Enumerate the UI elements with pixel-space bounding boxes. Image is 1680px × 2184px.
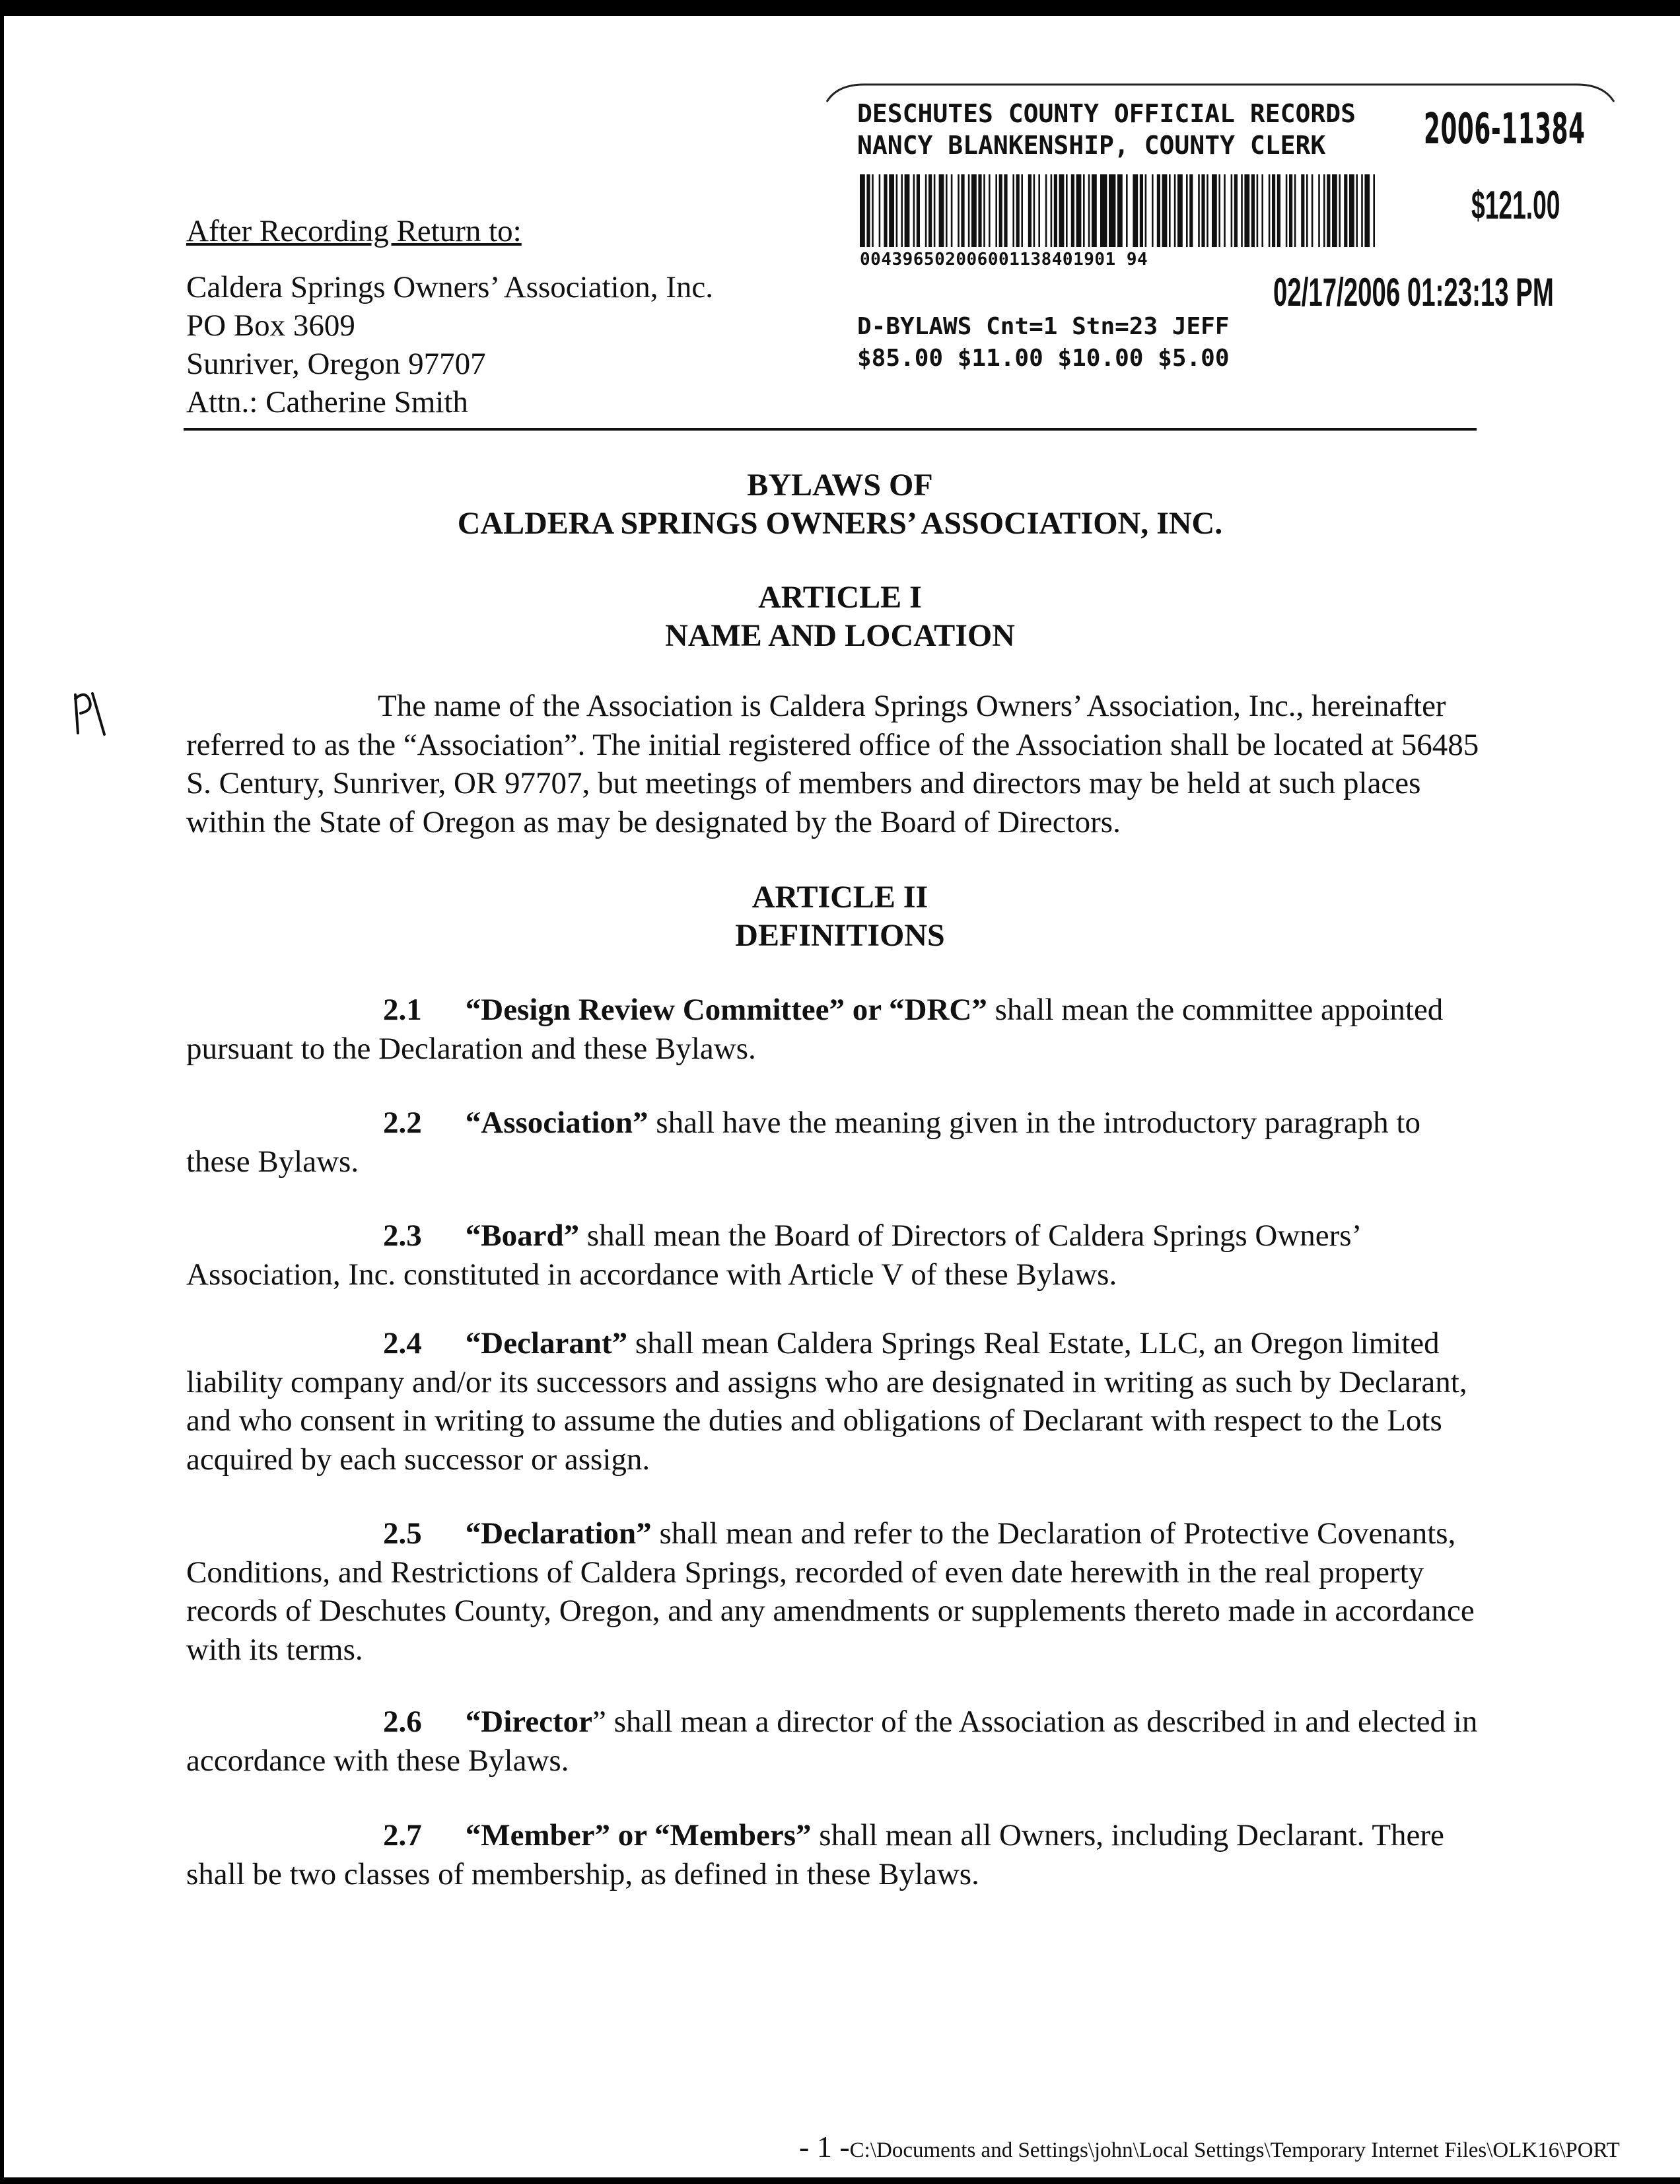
barcode-bar (896, 174, 898, 247)
barcode-bar (1301, 174, 1304, 247)
recording-datetime: 02/17/2006 01:23:13 PM (1273, 270, 1554, 314)
definition-text: shall mean Caldera Springs Real Estate, LLC, an Oregon limited liability company and/or its successors and assigns who are designated in writing as such by Declarant, and who consent in writing to assume the duties and obligations of Declarant with respect to the Lots acquired by each successor or assign. (186, 1326, 1467, 1477)
header-divider (184, 428, 1477, 431)
article-2-subheading: DEFINITIONS (735, 918, 945, 953)
recording-office (857, 98, 1356, 161)
definition-paragraph (186, 1104, 1481, 1181)
return-address-line: Attn.: Catherine Smith (186, 385, 468, 419)
barcode-bar (968, 174, 970, 247)
barcode-bar (1318, 174, 1320, 247)
barcode-bar (1251, 174, 1255, 247)
barcode-bar (1076, 174, 1082, 247)
definition-term: “Declaration” (465, 1516, 652, 1551)
article-1-text: The name of the Association is Caldera Springs Owners’ Association, Inc., hereinafter referred to as the “Association”. The initial registered office of the Association shall be located at 56485 S. Century, Sunriver, OR 97707, but meetings of members and directors may be held at such places within the State of Oregon as may be designated by the Board of Directors. (186, 689, 1479, 839)
barcode-bar (917, 174, 920, 247)
definition-term: “Declarant” (465, 1326, 628, 1360)
barcode-bar (1038, 174, 1040, 247)
barcode-bar (1207, 174, 1208, 247)
barcode-bar (1306, 174, 1308, 247)
barcode-bar (889, 174, 894, 247)
barcode-bar (1186, 174, 1188, 247)
barcode-bar (866, 174, 870, 247)
barcode-bar (961, 174, 964, 247)
barcode-bar (989, 174, 991, 247)
barcode-bar (971, 174, 977, 247)
barcode-bar (1189, 174, 1193, 247)
definition-number: 2.5 (383, 1516, 422, 1551)
barcode-bar (1083, 174, 1085, 247)
barcode-bar (1004, 174, 1007, 247)
barcode-bar (951, 174, 953, 247)
barcode-bar (1261, 174, 1263, 247)
barcode-bar (1277, 174, 1280, 247)
fee-breakdown-line: $85.00 $11.00 $10.00 $5.00 (857, 345, 1230, 372)
barcode-bar (1373, 174, 1375, 247)
barcode-bar (1312, 174, 1313, 247)
barcode-bar (1244, 174, 1249, 247)
barcode-bar (872, 174, 874, 247)
return-address-line: PO Box 3609 (186, 308, 355, 343)
barcode-bar (978, 174, 981, 247)
barcode-bar (934, 174, 936, 247)
barcode-bar (995, 174, 997, 247)
definition-paragraph (186, 1324, 1481, 1479)
article-1-heading-block (0, 579, 1680, 655)
barcode-bar (1201, 174, 1205, 247)
return-address-heading: After Recording Return to: (186, 214, 522, 248)
barcode-bar (1133, 174, 1138, 247)
barcode-bar (1231, 174, 1233, 247)
barcode-bar (1198, 174, 1200, 247)
definition-number: 2.2 (383, 1106, 422, 1140)
barcode-bar (1157, 174, 1160, 247)
barcode-bar (1152, 174, 1154, 247)
recording-stamp (824, 82, 1617, 372)
barcode-digits: 004396502006001138401901 94 (860, 250, 1148, 269)
definition-text: shall mean and refer to the Declaration of Protective Covenants, Conditions, and Restrictions of Caldera Springs, recorded of even date herewith in the real property records of Deschutes County, Oregon, and any amendments or supplements thereto made in accordance with its terms. (186, 1516, 1475, 1667)
barcode-bar (879, 174, 881, 247)
definition-text: shall mean the committee appointed pursuant to the Declaration and these Bylaws. (186, 993, 1444, 1066)
definition-term: “Design Review Committee” or “DRC” (465, 993, 987, 1027)
definition-paragraph (186, 1703, 1481, 1780)
scan-top-border (0, 0, 1680, 16)
barcode-bar (1066, 174, 1068, 247)
barcode-bar (1071, 174, 1074, 247)
barcode-bar (1054, 174, 1057, 247)
definition-number: 2.7 (383, 1818, 422, 1852)
barcode-bar (1162, 174, 1168, 247)
barcode-image (860, 174, 1375, 247)
barcode-bar (958, 174, 960, 247)
definition-paragraph (186, 1514, 1481, 1669)
barcode-bar (1059, 174, 1065, 247)
definition-text: shall mean the Board of Directors of Caldera Springs Owners’ Association, Inc. constituted in accordance with Article V of these Bylaws. (186, 1218, 1360, 1292)
definition-text: ” shall mean a director of the Association as described in and elected in accordance with these Bylaws. (186, 1705, 1478, 1778)
barcode-bar (1140, 174, 1143, 247)
definition-paragraph (186, 1216, 1481, 1294)
definition-term: “Director (465, 1705, 592, 1739)
barcode-bar (884, 174, 887, 247)
barcode-bar (1045, 174, 1047, 247)
scan-bottom-border (0, 2177, 1680, 2184)
barcode-bar (1234, 174, 1238, 247)
barcode-bar (860, 174, 865, 247)
barcode-bar (1028, 174, 1032, 247)
barcode-bar (1100, 174, 1107, 247)
return-address-lines (186, 268, 781, 421)
barcode-bar (1092, 174, 1097, 247)
barcode-bar (1021, 174, 1023, 247)
barcode-bar (1356, 174, 1358, 247)
barcode-bar (928, 174, 932, 247)
barcode-bar (1289, 174, 1292, 247)
barcode-bar (1212, 174, 1217, 247)
barcode-bar (939, 174, 944, 247)
barcode-bar (1177, 174, 1183, 247)
definition-number: 2.6 (383, 1705, 422, 1739)
barcode-bar (901, 174, 903, 247)
handwritten-mark (66, 687, 119, 746)
barcode-bar (1257, 174, 1259, 247)
barcode-bar (1169, 174, 1171, 247)
definition-term: “Association” (465, 1106, 648, 1140)
barcode-bar (1364, 174, 1370, 247)
barcode-bar (983, 174, 985, 247)
barcode-bar (1033, 174, 1035, 247)
barcode-bar (946, 174, 948, 247)
document-title-line1: BYLAWS OF (747, 468, 933, 503)
scan-left-border (0, 0, 4, 2184)
article-1-paragraph (186, 687, 1481, 841)
definition-paragraph (186, 991, 1481, 1068)
barcode-bar (1349, 174, 1354, 247)
barcode-bar (1272, 174, 1275, 247)
barcode-bar (1361, 174, 1363, 247)
definition-text: shall have the meaning given in the introductory paragraph to these Bylaws. (186, 1106, 1420, 1179)
recording-office-line2: NANCY BLANKENSHIP, COUNTY CLERK (857, 131, 1326, 160)
return-address-line: Sunriver, Oregon 97707 (186, 347, 486, 381)
document-type-line: D-BYLAWS Cnt=1 Stn=23 JEFF (857, 313, 1230, 340)
definition-term: “Member” or “Members” (465, 1818, 812, 1852)
barcode-bar (1323, 174, 1325, 247)
article-2-heading: ARTICLE II (752, 880, 928, 915)
article-1-heading: ARTICLE I (758, 580, 922, 615)
page-number: - 1 - (799, 2130, 850, 2164)
document-number: 2006-11384 (1424, 105, 1586, 154)
file-path: C:\Documents and Settings\john\Local Settings\Temporary Internet Files\OLK16\PORT (849, 2138, 1620, 2162)
barcode-bar (1332, 174, 1337, 247)
barcode-bar (1241, 174, 1243, 247)
barcode-bar (1269, 174, 1271, 247)
barcode-bar (1339, 174, 1341, 247)
barcode-bar (1145, 174, 1147, 247)
barcode-bar (1012, 174, 1014, 247)
barcode-bar (1088, 174, 1090, 247)
document-title-line2: CALDERA SPRINGS OWNERS’ ASSOCIATION, INC. (457, 506, 1223, 541)
definition-number: 2.1 (383, 993, 422, 1027)
definition-paragraph (186, 1816, 1481, 1893)
barcode-bar (1286, 174, 1288, 247)
return-address-line: Caldera Springs Owners’ Association, Inc. (186, 270, 713, 304)
definition-text: shall mean all Owners, including Declarant. There shall be two classes of membership, as defined in these Bylaws. (186, 1818, 1444, 1891)
article-2-heading-block (0, 878, 1680, 955)
page-footer (799, 2129, 1620, 2164)
barcode-bar (913, 174, 915, 247)
barcode-bar (905, 174, 910, 247)
barcode-bar (1117, 174, 1123, 247)
barcode-bar (1016, 174, 1020, 247)
barcode-bar (925, 174, 927, 247)
barcode-bar (1109, 174, 1115, 247)
barcode-bar (999, 174, 1002, 247)
definition-term: “Board” (465, 1218, 580, 1253)
total-fee: $121.00 (1471, 183, 1560, 227)
barcode-bar (1224, 174, 1226, 247)
barcode-bar (1126, 174, 1128, 247)
barcode-bar (1218, 174, 1220, 247)
article-1-subheading: NAME AND LOCATION (665, 618, 1015, 653)
document-title (0, 466, 1680, 543)
barcode-bar (1051, 174, 1053, 247)
recording-office-line1: DESCHUTES COUNTY OFFICIAL RECORDS (857, 99, 1356, 128)
barcode-bar (1174, 174, 1176, 247)
barcode-bar (1344, 174, 1347, 247)
barcode-bar (1294, 174, 1296, 247)
return-address-block (186, 213, 781, 421)
barcode-bar (1327, 174, 1330, 247)
definition-number: 2.3 (383, 1218, 422, 1253)
definition-number: 2.4 (383, 1326, 422, 1360)
